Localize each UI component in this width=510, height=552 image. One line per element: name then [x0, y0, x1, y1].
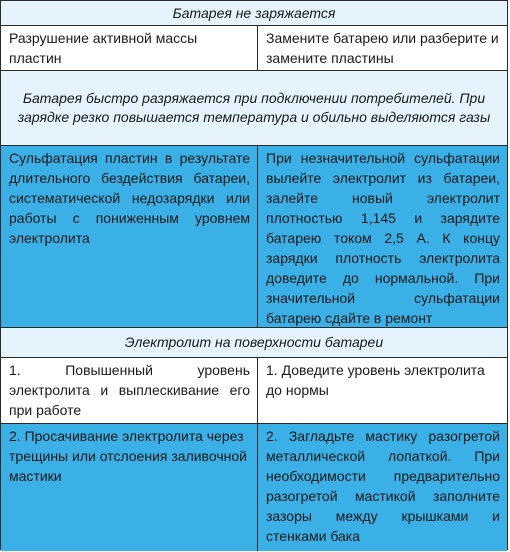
remedy-text: 2. Загладьте мастику разогретой металлической лопаткой. При необходимости предварительно разогретой мастикой заполните зазоры между крышками и стенками бака — [266, 428, 500, 544]
cause-text: 1. Повышенный уровень электролита и выплескивание его при работе — [9, 362, 250, 418]
table-row — [1, 146, 507, 328]
remedy-text: 1. Доведите уровень электролита до нормы — [266, 362, 485, 398]
section-heading-not-charging — [1, 1, 507, 26]
heading-text: Батарея быстро разряжается при подключении потребителей. При зарядке резко повышается температура и обильно выделяются газы — [17, 90, 491, 125]
table-row — [1, 424, 507, 551]
section-heading-fast-discharge — [1, 71, 507, 146]
remedy-text: При незначительной сульфатации вылейте электролит из батареи, залейте новый электролит плотностью 1,145 и зарядите батарею током 2,5 А. К концу зарядки плотность электролита доведите до нормальной. При значительной сульфатации батарею сдайте в ремонт — [266, 150, 500, 326]
remedy-cell — [258, 146, 507, 327]
cause-cell — [1, 26, 258, 70]
table-row — [1, 358, 507, 424]
cause-cell — [1, 424, 258, 551]
remedy-text: Замените батарею или разберите и замените пластины — [266, 30, 499, 66]
heading-text: Электролит на поверхности батареи — [124, 334, 384, 350]
cause-cell — [1, 146, 258, 327]
table-row — [1, 26, 507, 71]
cause-cell — [1, 358, 258, 423]
remedy-cell — [258, 424, 507, 551]
section-heading-electrolyte-surface — [1, 328, 507, 358]
cause-text: Сульфатация пластин в результате длительного бездействия батареи, систематической недозарядки или работы с пониженным уровнем электролита — [9, 150, 250, 246]
remedy-cell — [258, 358, 507, 423]
heading-text: Батарея не заряжается — [172, 4, 336, 21]
cause-text: Разрушение активной массы пластин — [9, 30, 198, 66]
cause-text: 2. Просачивание электролита через трещины или отслоения заливочной мастики — [9, 428, 247, 484]
remedy-cell — [258, 26, 507, 70]
